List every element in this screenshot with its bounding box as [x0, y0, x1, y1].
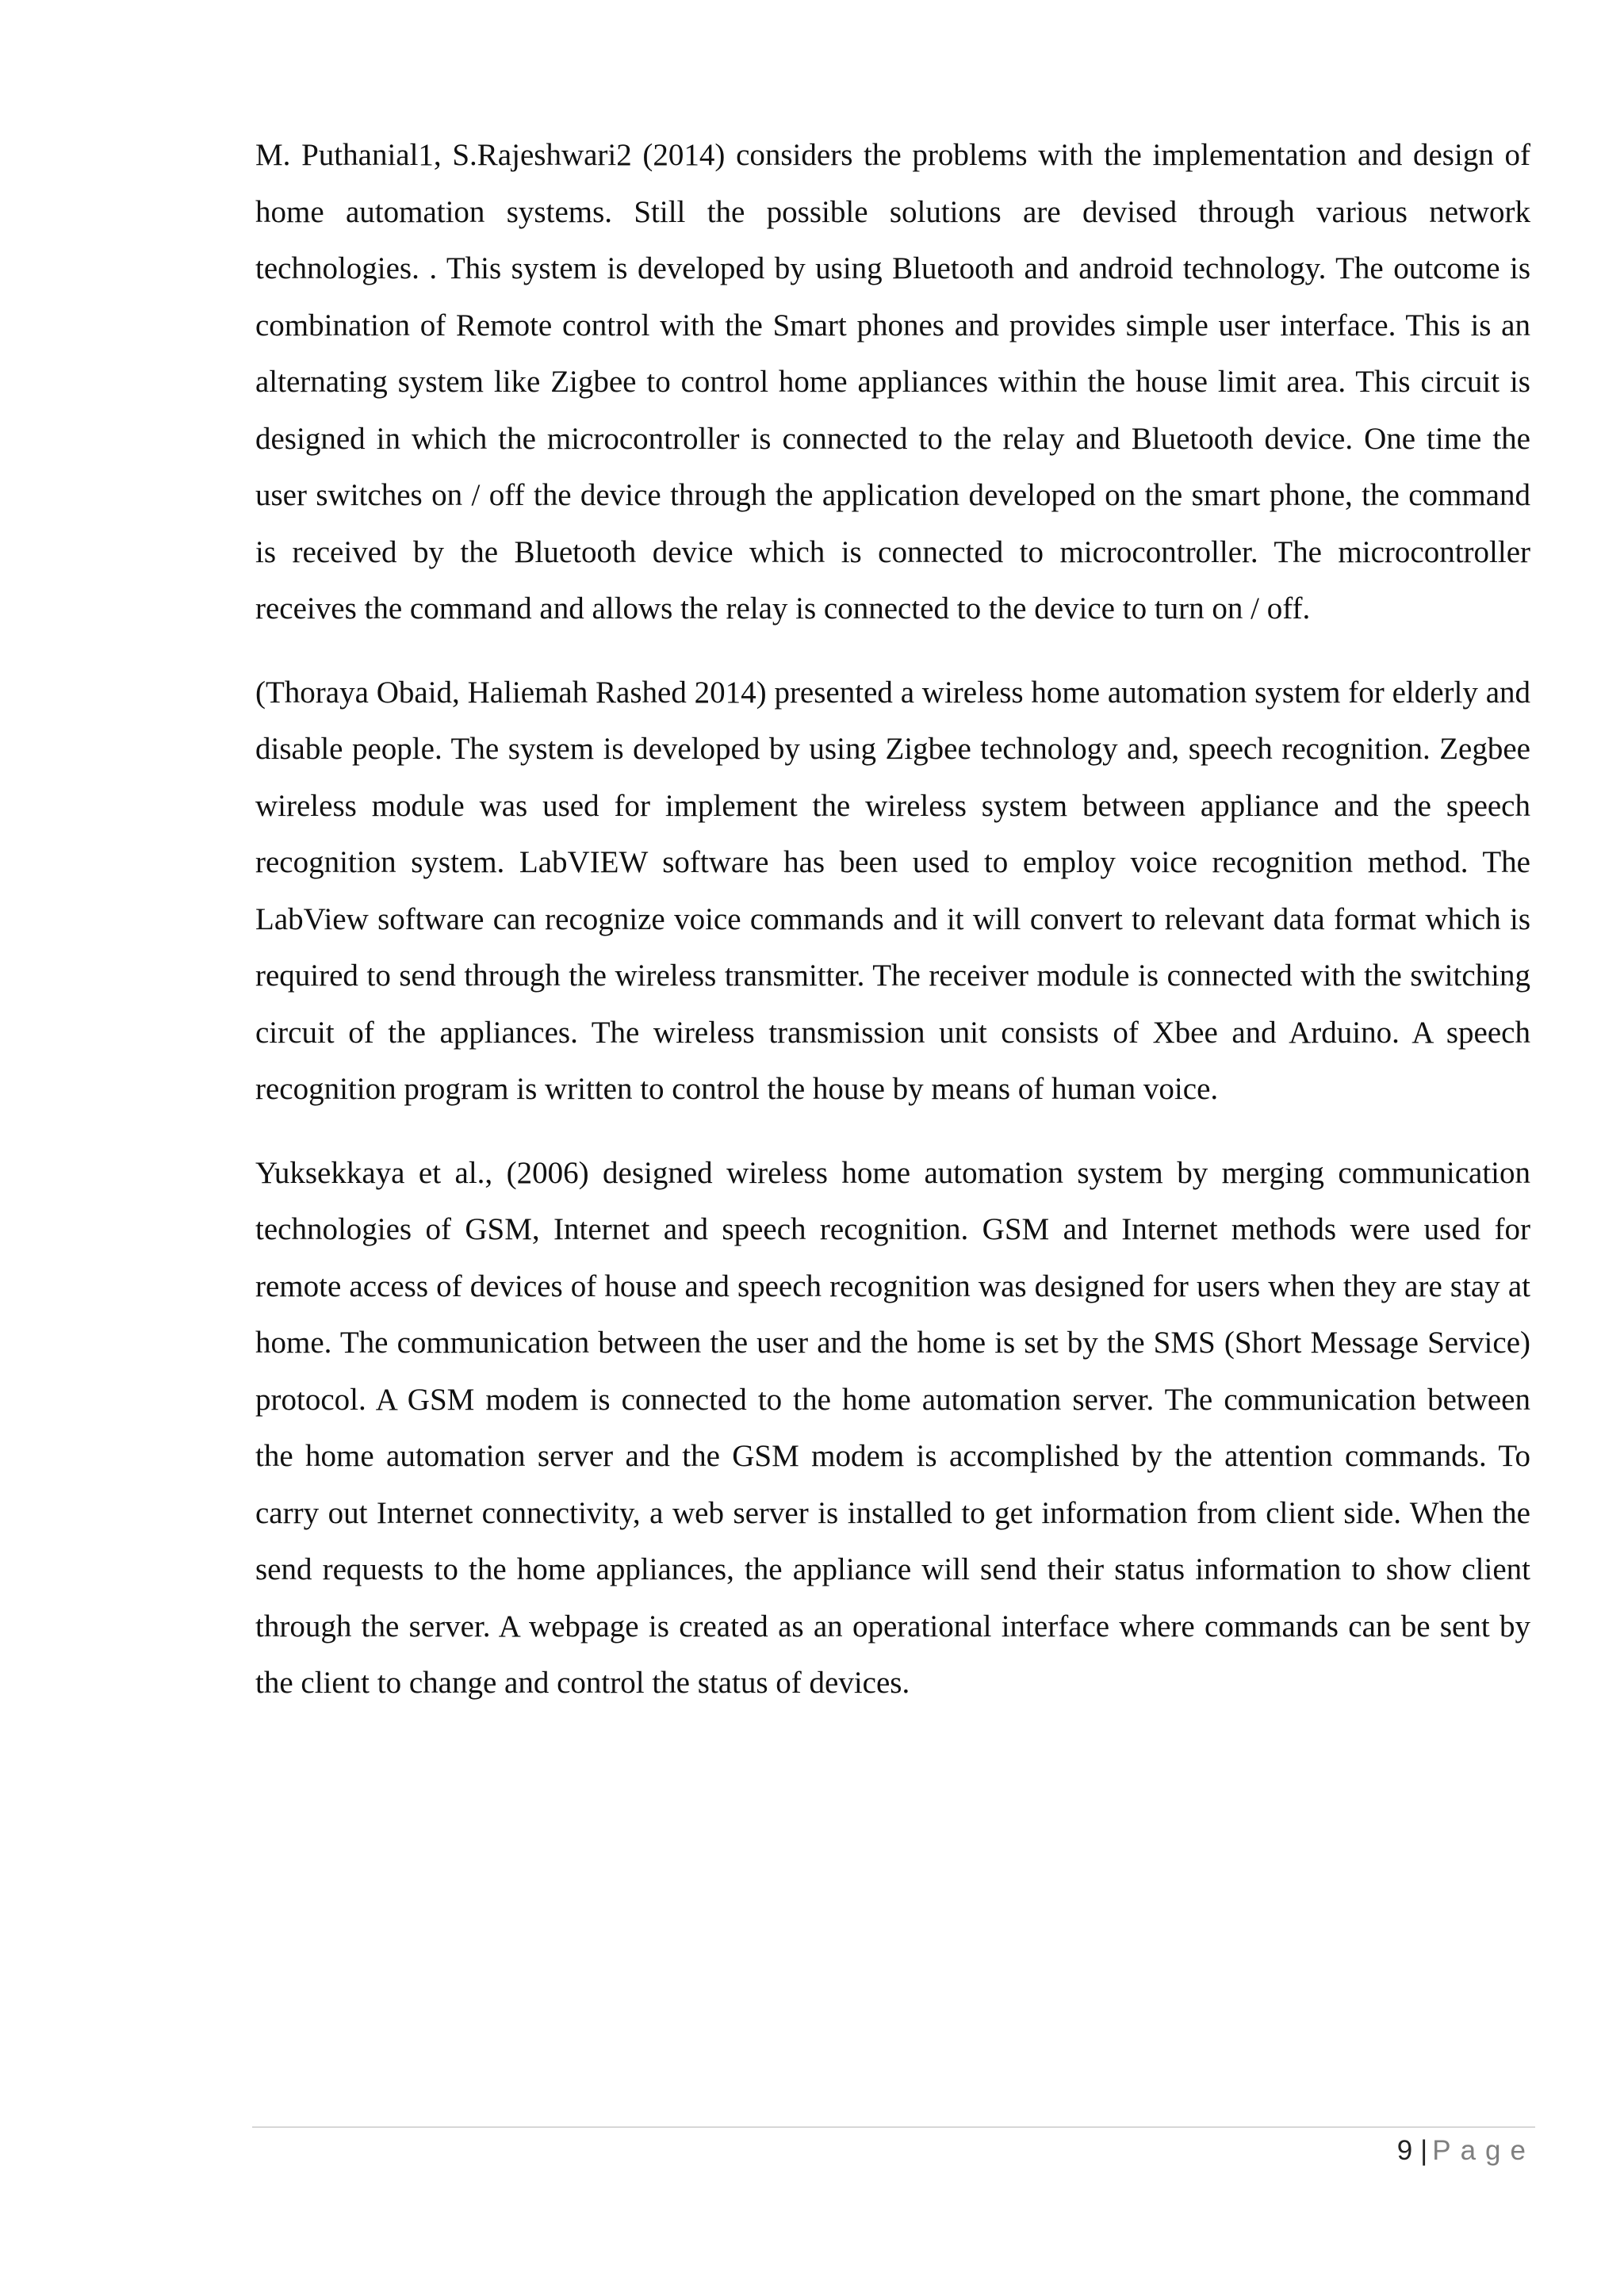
footer-divider	[252, 2126, 1535, 2128]
page-number: 9	[1396, 2135, 1413, 2166]
paragraph-thoraya-obaid: (Thoraya Obaid, Haliemah Rashed 2014) presented a wireless home automation system for elderly and disable people. The system is developed by using Zigbee technology and, speech recognition. Zegbee wireless module was used for implement the wireless system between appliance and the speech recognition system. LabVIEW software has been used to employ voice recognition method. The LabView software can recognize voice commands and it will convert to relevant data format which is required to send through the wireless transmitter. The receiver module is connected with the switching circuit of the appliances. The wireless transmission unit consists of Xbee and Arduino. A speech recognition program is written to control the house by means of human voice.	[255, 675, 1530, 1106]
body-text	[255, 127, 1530, 1739]
paragraph-puthanial: M. Puthanial1, S.Rajeshwari2 (2014) considers the problems with the implementation and design of home automation systems. Still the possible solutions are devised through various network technologies. . This system is developed by using Bluetooth and android technology. The outcome is combination of Remote control with the Smart phones and provides simple user interface. This is an alternating system like Zigbee to control home appliances within the house limit area. This circuit is designed in which the microcontroller is connected to the relay and Bluetooth device. One time the user switches on / off the device through the application developed on the smart phone, the command is received by the Bluetooth device which is connected to microcontroller. The microcontroller receives the command and allows the relay is connected to the device to turn on / off.	[255, 138, 1530, 626]
page-label: Page	[1432, 2135, 1535, 2166]
paragraph-yuksekkaya: Yuksekkaya et al., (2006) designed wireless home automation system by merging communication technologies of GSM, Internet and speech recognition. GSM and Internet methods were used for remote access of devices of house and speech recognition was designed for users when they are stay at home. The communication between the user and the home is set by the SMS (Short Message Service) protocol. A GSM modem is connected to the home automation server. The communication between the home automation server and the GSM modem is accomplished by the attention commands. To carry out Internet connectivity, a web server is installed to get information from client side. When the send requests to the home appliances, the appliance will send their status information to show client through the server. A webpage is created as an operational interface where commands can be sent by the client to change and control the status of devices.	[255, 1155, 1530, 1700]
footer-separator: |	[1420, 2135, 1428, 2166]
page-footer	[1397, 2133, 1535, 2169]
